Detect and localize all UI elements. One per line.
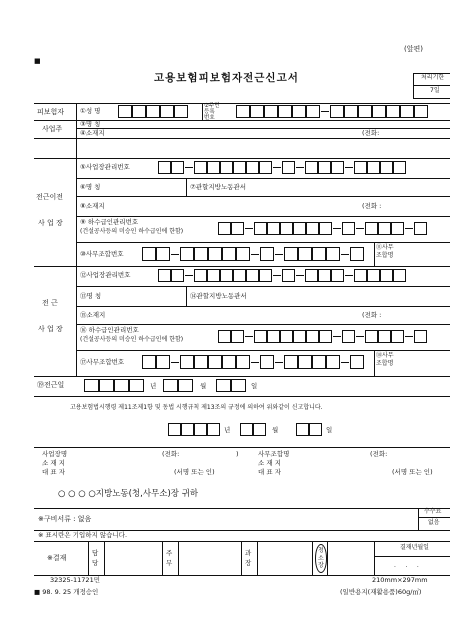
before-sub-mgmt-note: (건설공사등의 미승인 하수급인에 한함) xyxy=(80,228,184,235)
after-office-label: ⑭관할지방노동관서 xyxy=(190,292,247,300)
before-mgmt-no-boxes[interactable] xyxy=(158,161,406,174)
approval-date-dots: . . . xyxy=(394,562,419,569)
transfer-day-boxes[interactable] xyxy=(216,379,246,392)
employer-section-label: 사업주 xyxy=(42,125,63,133)
left-rep-label: 대 표 자 xyxy=(42,468,65,476)
before-office-label: ⑦관할지방노동관서 xyxy=(190,183,247,191)
side-label: (앞편) xyxy=(404,45,423,53)
insured-rrn-label: ②주민 등록 번호 xyxy=(204,103,220,121)
transfer-month-boxes[interactable] xyxy=(163,379,193,392)
before-mgmt-no-label: ⑤사업장관리번호 xyxy=(80,163,130,171)
paper-size: 210mm×297mm xyxy=(372,576,428,584)
right-phone-label: (전화: xyxy=(370,450,388,458)
declaration-month-unit: 월 xyxy=(272,426,279,434)
left-phone-label: (전화: xyxy=(162,450,180,458)
approval-date-label: 결재년월일 xyxy=(400,544,429,551)
before-name-label: ⑥명 칭 xyxy=(80,183,101,191)
declaration-day-unit: 일 xyxy=(326,426,333,434)
after-address-label: ⑮소재지 xyxy=(80,311,106,319)
before-section-label-2: 사 업 장 xyxy=(38,219,63,227)
approval-cell-staff: 담 당 xyxy=(92,549,99,568)
left-sign-label: (서명 또는 인) xyxy=(174,468,215,476)
insured-section-label: 피보험자 xyxy=(37,108,65,116)
left-phone-close: ) xyxy=(236,450,239,458)
approval-office-head-stamp: 청 소 장 xyxy=(315,544,327,573)
right-rep-label: 대 표 자 xyxy=(258,468,281,476)
declaration-year-unit: 년 xyxy=(224,426,231,434)
approval-label: ※결재 xyxy=(47,554,67,562)
right-union-name-label: 사무조합명 xyxy=(258,450,290,458)
after-phone-label: (전화 : xyxy=(362,311,382,319)
addressee: ○ ○ ○ ○지방노동(청,사무소)장 귀하 xyxy=(58,489,199,499)
paper-spec: (일반용지(재활용품)60g/㎡) xyxy=(340,588,422,596)
approval-cell-chief: 주 무 xyxy=(166,549,173,568)
processing-period-value: 7일 xyxy=(430,87,440,94)
after-sub-mgmt-label: ⑯ 하수급인관리번호 xyxy=(80,326,139,334)
transfer-day-unit: 일 xyxy=(251,382,258,390)
employer-name-label: ③명 칭 xyxy=(80,120,101,128)
revision-note: ■ 98. 9. 25 개정승인 xyxy=(34,588,99,596)
left-address-label: 소 재 지 xyxy=(42,459,65,467)
fee-label: 수수료 xyxy=(424,508,442,515)
declaration-day-boxes[interactable] xyxy=(296,423,322,436)
insured-name-label: ①성 명 xyxy=(80,107,101,115)
right-address-label: 소 재 지 xyxy=(258,459,281,467)
declaration-month-boxes[interactable] xyxy=(240,423,266,436)
form-number: 32325-11721민 xyxy=(50,576,100,584)
required-documents: ※구비서류 : 없음 xyxy=(38,515,92,523)
before-sub-mgmt-boxes[interactable] xyxy=(218,222,427,235)
transfer-month-unit: 월 xyxy=(200,382,207,390)
after-sub-mgmt-boxes[interactable] xyxy=(218,330,427,343)
before-address-label: ⑧소재지 xyxy=(80,202,105,210)
before-section-label-1: 전근이전 xyxy=(36,193,64,201)
after-union-no-boxes[interactable] xyxy=(142,355,364,369)
insured-rrn-boxes[interactable] xyxy=(236,105,428,118)
before-sub-mgmt-label: ⑨ 하수급인관리번호 xyxy=(80,218,139,226)
after-name-label: ⑬명 칭 xyxy=(80,292,102,300)
notice-text: ※ 표시란은 기입하지 않습니다. xyxy=(38,531,128,539)
after-section-label-1: 전 근 xyxy=(42,299,58,307)
before-phone-label: (전화 : xyxy=(362,202,382,210)
bullet-mark: ■ xyxy=(34,57,41,65)
before-union-name-label: ⑪사무 조합명 xyxy=(376,244,394,259)
before-union-no-boxes[interactable] xyxy=(142,247,364,261)
fee-value: 없음 xyxy=(428,519,440,526)
after-mgmt-no-boxes[interactable] xyxy=(158,269,406,282)
transfer-year-boxes[interactable] xyxy=(84,379,144,392)
declaration-year-boxes[interactable] xyxy=(168,423,220,436)
right-sign-label: (서명 또는 인) xyxy=(392,468,433,476)
insured-name-boxes[interactable] xyxy=(118,105,188,118)
left-business-name-label: 사업장명 xyxy=(42,450,68,458)
after-mgmt-no-label: ⑫사업장관리번호 xyxy=(80,271,131,279)
form-title: 고용보험피보험자전근신고서 xyxy=(154,72,299,84)
before-union-no-label: ⑩사무조합번호 xyxy=(80,250,124,258)
after-union-name-label: ⑱사무 조합명 xyxy=(376,352,394,367)
processing-period-label: 처리기한 xyxy=(421,74,445,81)
employer-phone-label: (전화: xyxy=(362,129,380,137)
after-sub-mgmt-note: (건설공사등의 미승인 하수급인에 한함) xyxy=(80,336,184,343)
transfer-date-label: ⑲전근일 xyxy=(37,381,65,389)
after-section-label-2: 사 업 장 xyxy=(38,325,63,333)
employer-address-label: ④소재지 xyxy=(80,129,105,137)
declaration-text: 고용보험법시행령 제11조제1항 및 동법 시행규칙 제13조의 규정에 의하여 위와같이 신고합니다. xyxy=(70,404,323,411)
after-union-no-label: ⑰사무조합번호 xyxy=(80,358,125,366)
approval-cell-head: 과 장 xyxy=(245,549,252,568)
transfer-year-unit: 년 xyxy=(150,382,157,390)
